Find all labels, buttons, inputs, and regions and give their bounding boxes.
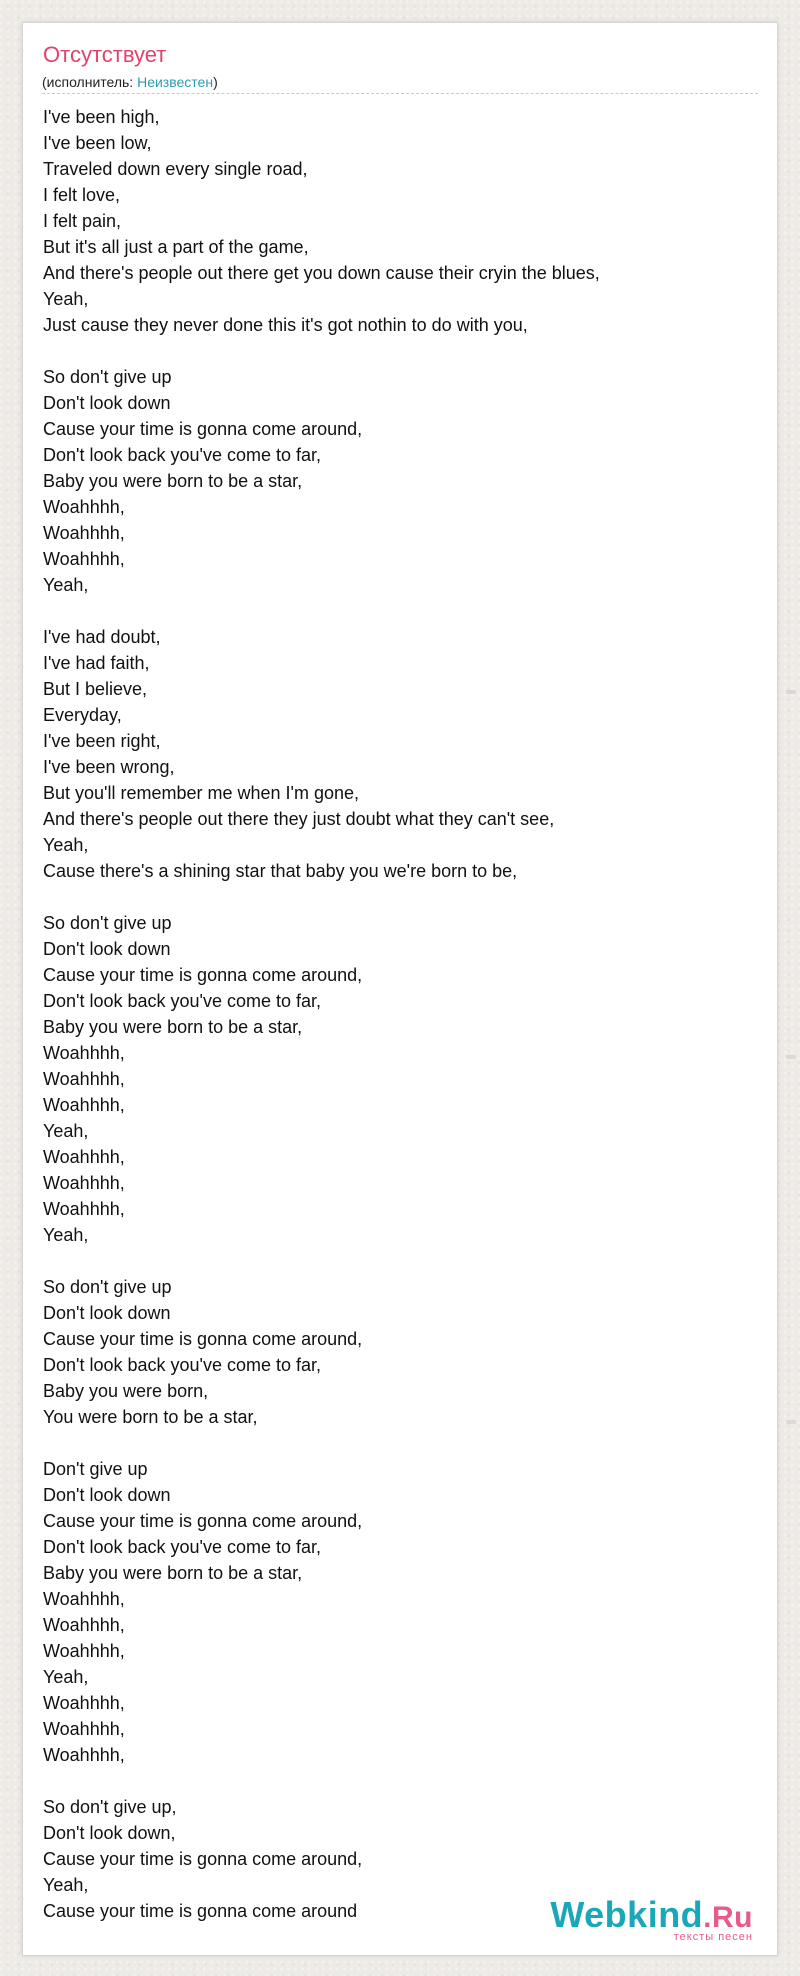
song-title: Отсутствует (43, 42, 167, 67)
lyric-line: Yeah, (43, 1667, 89, 1687)
lyric-line: Yeah, (43, 1225, 89, 1245)
lyric-line: Cause there's a shining star that baby you we're born to be, (43, 861, 518, 881)
lyric-line: Woahhhh, (43, 1095, 125, 1115)
lyric-line: Cause your time is gonna come around, (43, 419, 363, 439)
lyric-line: Don't look down (43, 393, 171, 413)
lyric-line: Woahhhh, (43, 1719, 125, 1739)
lyric-line: I've had doubt, (43, 627, 161, 647)
lyric-line: Don't look down (43, 1485, 171, 1505)
lyric-line: Woahhhh, (43, 1069, 125, 1089)
lyric-line: Don't look back you've come to far, (43, 445, 322, 465)
lyric-line: Cause your time is gonna come around, (43, 1511, 363, 1531)
lyric-line: Woahhhh, (43, 549, 125, 569)
lyric-line: Traveled down every single road, (43, 159, 308, 179)
lyric-line: Yeah, (43, 1875, 89, 1895)
edge-marker (786, 1055, 796, 1059)
lyric-line: Woahhhh, (43, 1615, 125, 1635)
lyric-line: So don't give up (43, 913, 172, 933)
site-logo[interactable] (550, 1896, 753, 1943)
lyric-line: Woahhhh, (43, 1199, 125, 1219)
lyric-line: Cause your time is gonna come around, (43, 1849, 363, 1869)
stanza-gap (43, 1248, 753, 1274)
lyrics-card (22, 22, 778, 1956)
lyric-line: Yeah, (43, 289, 89, 309)
logo-name: Webkind (550, 1894, 704, 1935)
stanza-gap (43, 1430, 753, 1456)
lyric-line: Baby you were born to be a star, (43, 1017, 303, 1037)
lyric-line: Don't look down (43, 1303, 171, 1323)
stanza-gap (43, 1768, 753, 1794)
artist-link[interactable]: Неизвестен (137, 74, 214, 90)
artist-suffix: ) (213, 74, 218, 90)
logo-tagline: тексты песен (673, 1931, 753, 1943)
lyric-line: I've been high, (43, 107, 160, 127)
lyric-line: But it's all just a part of the game, (43, 237, 309, 257)
lyric-line: Baby you were born, (43, 1381, 209, 1401)
lyric-line: Yeah, (43, 1121, 89, 1141)
artist-line (42, 73, 218, 91)
lyric-line: Don't look back you've come to far, (43, 1537, 322, 1557)
stanza-gap (43, 598, 753, 624)
lyric-line: Don't look down (43, 939, 171, 959)
lyric-line: I've had faith, (43, 653, 150, 673)
lyric-line: Woahhhh, (43, 497, 125, 517)
artist-prefix: (исполнитель: (42, 74, 138, 90)
lyric-line: So don't give up (43, 367, 172, 387)
edge-marker (786, 1420, 796, 1424)
lyric-line: I've been wrong, (43, 757, 175, 777)
lyric-line: Woahhhh, (43, 1147, 125, 1167)
lyric-line: Woahhhh, (43, 523, 125, 543)
lyric-line: Woahhhh, (43, 1745, 125, 1765)
lyrics-body (43, 104, 753, 1924)
logo-tld: .Ru (703, 1901, 753, 1934)
lyric-line: Don't look back you've come to far, (43, 991, 322, 1011)
lyric-line: Baby you were born to be a star, (43, 471, 303, 491)
lyric-line: I felt pain, (43, 211, 122, 231)
lyric-line: Woahhhh, (43, 1641, 125, 1661)
lyric-line: I felt love, (43, 185, 121, 205)
lyric-line: And there's people out there they just doubt what they can't see, (43, 809, 555, 829)
lyric-line: Yeah, (43, 835, 89, 855)
lyric-line: Woahhhh, (43, 1173, 125, 1193)
lyric-line: Just cause they never done this it's got nothin to do with you, (43, 315, 528, 335)
lyric-line: Don't look back you've come to far, (43, 1355, 322, 1375)
lyric-line: Baby you were born to be a star, (43, 1563, 303, 1583)
lyric-line: Yeah, (43, 575, 89, 595)
lyric-line: So don't give up (43, 1277, 172, 1297)
lyric-line: Woahhhh, (43, 1589, 125, 1609)
lyric-line: Cause your time is gonna come around, (43, 965, 363, 985)
lyric-line: Cause your time is gonna come around, (43, 1329, 363, 1349)
title-divider (42, 93, 758, 94)
lyric-line: I've been low, (43, 133, 152, 153)
lyric-line: But you'll remember me when I'm gone, (43, 783, 360, 803)
lyric-line: Cause your time is gonna come around (43, 1901, 358, 1921)
lyric-line: I've been right, (43, 731, 161, 751)
lyric-line: Don't give up (43, 1459, 148, 1479)
lyric-line: So don't give up, (43, 1797, 177, 1817)
lyric-line: You were born to be a star, (43, 1407, 258, 1427)
lyric-line: And there's people out there get you down cause their cryin the blues, (43, 263, 600, 283)
lyric-line: Everyday, (43, 705, 122, 725)
stanza-gap (43, 338, 753, 364)
edge-marker (786, 690, 796, 694)
stanza-gap (43, 884, 753, 910)
lyric-line: Woahhhh, (43, 1693, 125, 1713)
lyric-line: But I believe, (43, 679, 148, 699)
lyric-line: Don't look down, (43, 1823, 176, 1843)
lyric-line: Woahhhh, (43, 1043, 125, 1063)
